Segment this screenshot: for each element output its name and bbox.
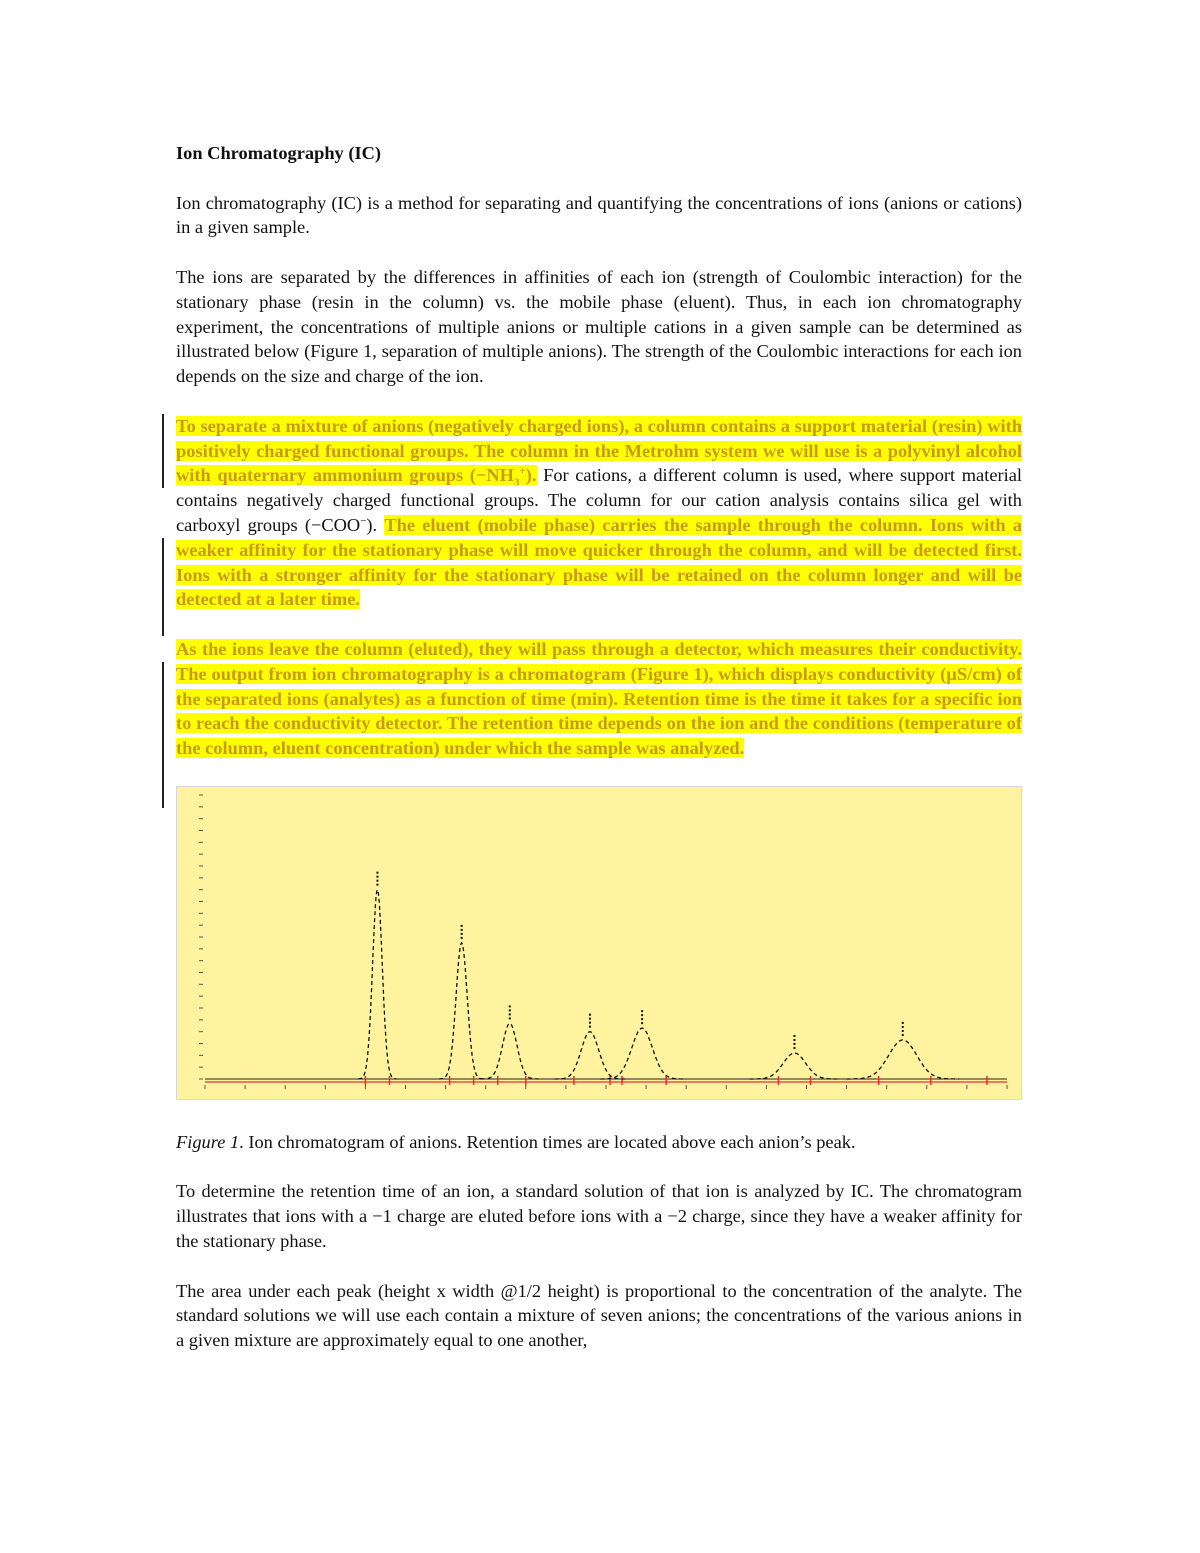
retention-time-label bbox=[589, 1025, 591, 1027]
chromatogram-chart bbox=[177, 787, 1023, 1101]
retention-time-label bbox=[641, 1010, 643, 1012]
retention-time-label bbox=[376, 871, 378, 873]
figure-caption bbox=[176, 1130, 1022, 1155]
revision-bar bbox=[162, 662, 164, 808]
revision-bar bbox=[162, 538, 164, 636]
retention-time-label bbox=[902, 1026, 904, 1028]
paragraph-area: The area under each peak (height x width @1/2 height) is proportional to the concentration of the analyte. The standard solutions we will use each contain a mixture of seven anions; the concentrations of the various anions in a given mixture are approximately equal to one another, bbox=[176, 1280, 1022, 1351]
retention-time-label bbox=[641, 1014, 643, 1016]
retention-time-label bbox=[376, 875, 378, 877]
chromatogram-peak bbox=[439, 943, 484, 1079]
retention-time-label bbox=[509, 1009, 511, 1011]
retention-time-label bbox=[641, 1022, 643, 1024]
retention-time-label bbox=[793, 1047, 795, 1049]
paragraph-column bbox=[176, 414, 1022, 612]
retention-time-label bbox=[902, 1022, 904, 1024]
retention-time-label bbox=[509, 1017, 511, 1019]
retention-time-label bbox=[589, 1013, 591, 1015]
retention-time-label bbox=[461, 929, 463, 931]
retention-time-label bbox=[902, 1034, 904, 1036]
chromatogram-peak bbox=[481, 1023, 539, 1079]
chromatogram-peak bbox=[750, 1053, 840, 1079]
retention-time-label bbox=[461, 925, 463, 927]
revision-bar bbox=[162, 414, 164, 488]
highlighted-text: As the ions leave the column (eluted), they will pass through a detector, which measures their conductivity. The output from ion chromatography is a chromatogram (Figure 1), which displays conductivity (µS/cm) of the separated ions (analytes) as a function of time (min). Retention time is the time it takes for a specific ion to reach the conductivity detector. The retention time depends on the ion and the conditions (temperature of the column, eluent concentration) under which the sample was analyzed. bbox=[176, 638, 1022, 759]
retention-time-label bbox=[589, 1021, 591, 1023]
retention-time-label bbox=[461, 937, 463, 939]
highlighted-text: The eluent (mobile phase) carries the sample through the column. Ions with a weaker affinity for the stationary phase will move quicker through the column, and will be detected first. Ions with a stronger affinity for the stationary phase will be retained on the column longer and will be detected at a later time. bbox=[176, 514, 1022, 610]
document-body bbox=[176, 141, 1022, 1378]
retention-time-label bbox=[589, 1017, 591, 1019]
retention-time-label bbox=[793, 1039, 795, 1041]
chromatogram-peak bbox=[847, 1040, 959, 1079]
paragraph-detector bbox=[176, 637, 1022, 761]
retention-time-label bbox=[902, 1030, 904, 1032]
paragraph-separation: The ions are separated by the differences in affinities of each ion (strength of Coulombic interaction) for the stationary phase (resin in the column) vs. the mobile phase (eluent). Thus, in each ion chromatography experiment, the concentrations of multiple anions or multiple cations in a given sample can be determined as illustrated below (Figure 1, separation of multiple anions). The strength of the Coulombic interactions for each ion depends on the size and charge of the ion. bbox=[176, 266, 1022, 387]
retention-time-label bbox=[641, 1018, 643, 1020]
highlighted-text: To separate a mixture of anions (negatively charged ions), a column contains a support material (resin) with positively charged functional groups. The column in the Metrohm system we will use is a polyvinyl alcohol with quaternary ammonium groups $(-NH_3^+)$. bbox=[176, 415, 1022, 490]
retention-time-label bbox=[793, 1043, 795, 1045]
chromatogram-figure bbox=[176, 786, 1022, 1100]
retention-time-label bbox=[509, 1005, 511, 1007]
paragraph-intro: Ion chromatography (IC) is a method for separating and quantifying the concentrations of ions (anions or cations) in a given sample. bbox=[176, 192, 1022, 238]
document-title: Ion Chromatography (IC) bbox=[176, 143, 382, 163]
retention-time-label bbox=[793, 1035, 795, 1037]
paragraph-retention: To determine the retention time of an ion, a standard solution of that ion is analyzed by IC. The chromatogram illustrates that ions with a −1 charge are eluted before ions with a −2 charge, since they have a weaker affinity for the stationary phase. bbox=[176, 1181, 1022, 1251]
retention-time-label bbox=[461, 933, 463, 935]
chromatogram-peak bbox=[358, 889, 397, 1078]
caption-text: . Ion chromatogram of anions. Retention times are located above each anion’s peak. bbox=[239, 1131, 856, 1152]
retention-time-label bbox=[376, 883, 378, 885]
plain-text: For cations, a different column is used, where support material contains negatively charged functional groups. The column for our cation analysis contains silica gel with carboxyl groups (−COO−). bbox=[176, 465, 1022, 535]
retention-time-label bbox=[509, 1013, 511, 1015]
retention-time-label bbox=[376, 879, 378, 881]
chromatogram-peak bbox=[555, 1031, 626, 1078]
chromatogram-peak bbox=[600, 1028, 683, 1079]
caption-label: Figure 1 bbox=[176, 1131, 240, 1152]
